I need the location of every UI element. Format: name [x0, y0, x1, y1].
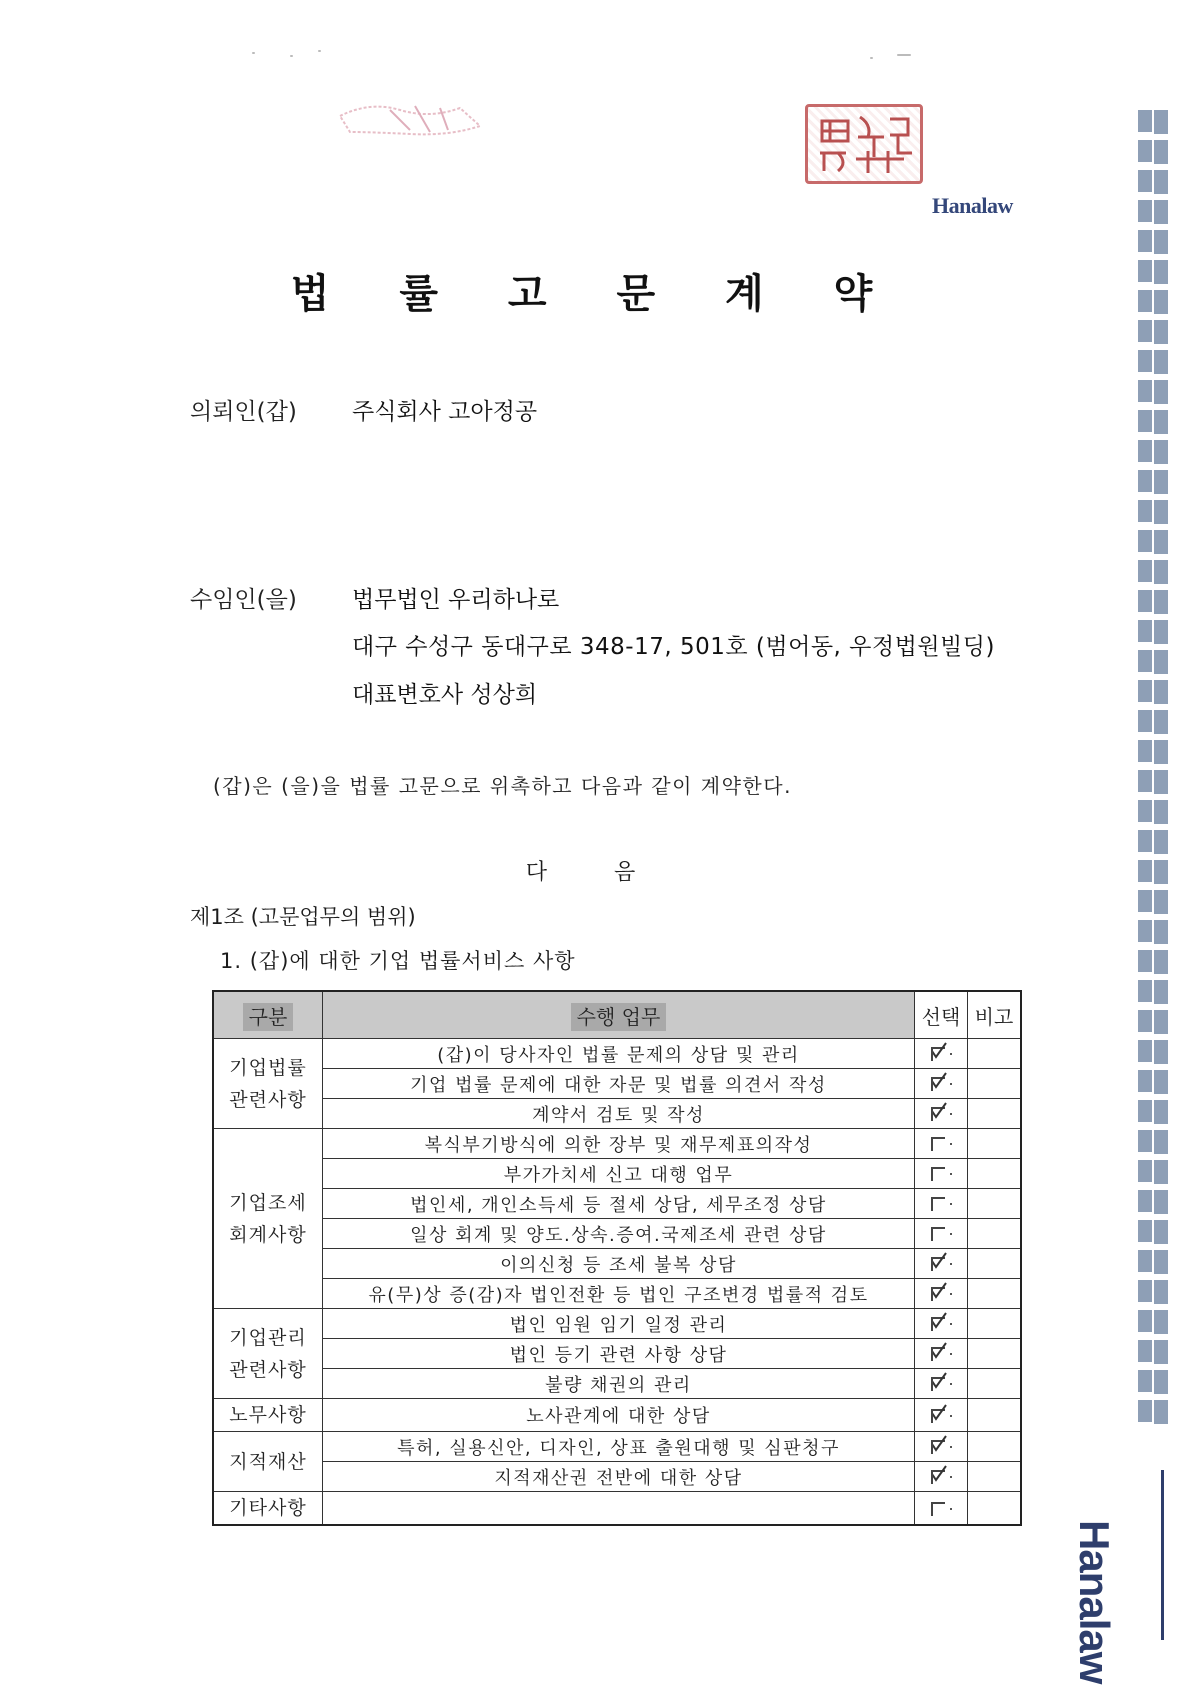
binding-mark [1138, 650, 1152, 672]
checkbox-dot [950, 1508, 952, 1510]
note-cell [968, 1309, 1022, 1339]
checkbox-checked[interactable] [931, 1077, 945, 1091]
checkbox-unchecked[interactable] [931, 1502, 945, 1516]
binding-mark [1154, 170, 1168, 194]
intro-sentence: (갑)은 (을)을 법률 고문으로 위촉하고 다음과 같이 계약한다. [213, 774, 792, 798]
task-cell: (갑)이 당사자인 법률 문제의 상담 및 관리 [323, 1039, 915, 1069]
note-cell [968, 1462, 1022, 1492]
checkbox-dot [950, 1233, 952, 1235]
checkbox-checked[interactable] [931, 1377, 945, 1391]
binding-mark [1154, 200, 1168, 224]
agent-representative: 대표변호사 성상희 [352, 682, 538, 708]
binding-mark [1138, 1370, 1152, 1392]
note-cell [968, 1129, 1022, 1159]
checkbox-dot [950, 1383, 952, 1385]
task-cell: 복식부기방식에 의한 장부 및 재무제표의작성 [323, 1129, 915, 1159]
task-cell: 일상 회계 및 양도.상속.증여.국제조세 관련 상담 [323, 1219, 915, 1249]
client-label: 의뢰인(갑) [190, 399, 297, 425]
binding-mark [1138, 410, 1152, 432]
binding-mark [1154, 410, 1168, 434]
binding-mark [1154, 140, 1168, 164]
select-cell [915, 1492, 968, 1526]
select-cell [915, 1339, 968, 1369]
binding-mark [1154, 320, 1168, 344]
category-cell [213, 1129, 323, 1309]
category-label: 회계사항 [229, 1223, 307, 1246]
binding-mark [1154, 800, 1168, 824]
binding-mark [1138, 1160, 1152, 1182]
table-row [213, 1279, 1021, 1309]
binding-mark [1138, 1040, 1152, 1062]
red-seal-stamp [805, 104, 923, 184]
binding-mark [1154, 980, 1168, 1004]
checkbox-checked[interactable] [931, 1409, 945, 1423]
binding-mark [1138, 860, 1152, 882]
task-cell [323, 1492, 915, 1526]
binding-mark [1138, 350, 1152, 372]
checkbox-checked[interactable] [931, 1287, 945, 1301]
select-cell [915, 1219, 968, 1249]
binding-mark [1154, 770, 1168, 794]
select-cell [915, 1039, 968, 1069]
table-row [213, 1339, 1021, 1369]
binding-mark [1138, 1130, 1152, 1152]
table-row [213, 1039, 1021, 1069]
task-cell: 계약서 검토 및 작성 [323, 1099, 915, 1129]
article-1-item-1: 1. (갑)에 대한 기업 법률서비스 사항 [220, 949, 576, 973]
binding-mark [1138, 920, 1152, 942]
binding-mark [1138, 380, 1152, 402]
binding-mark [1138, 740, 1152, 762]
header-select: 선택 [915, 991, 968, 1039]
table-row [213, 1099, 1021, 1129]
binding-mark [1154, 740, 1168, 764]
binding-mark [1154, 1400, 1168, 1424]
binding-mark [1154, 650, 1168, 674]
table-row [213, 1369, 1021, 1399]
table-row [213, 1249, 1021, 1279]
category-cell [213, 1039, 323, 1129]
checkbox-dot [950, 1113, 952, 1115]
category-label: 관련사항 [229, 1358, 307, 1381]
binding-mark [1138, 830, 1152, 852]
binding-mark [1154, 260, 1168, 284]
table-row [213, 1159, 1021, 1189]
category-cell [213, 1309, 323, 1399]
scan-specks [0, 0, 1191, 80]
table-row [213, 1309, 1021, 1339]
binding-mark [1138, 260, 1152, 282]
select-cell [915, 1189, 968, 1219]
binding-mark [1138, 890, 1152, 912]
checkbox-dot [950, 1476, 952, 1478]
binding-mark [1138, 1340, 1152, 1362]
header-task: 수행 업무 [323, 991, 915, 1039]
select-cell [915, 1249, 968, 1279]
checkbox-checked[interactable] [931, 1107, 945, 1121]
binding-mark [1138, 1070, 1152, 1092]
binding-mark [1154, 1340, 1168, 1364]
binding-mark [1154, 230, 1168, 254]
binding-mark [1154, 1070, 1168, 1094]
select-cell [915, 1129, 968, 1159]
select-cell [915, 1432, 968, 1462]
note-cell [968, 1339, 1022, 1369]
section-heading: 다 음 [525, 860, 666, 885]
checkbox-unchecked[interactable] [931, 1167, 945, 1181]
task-cell: 특허, 실용신안, 디자인, 상표 출원대행 및 심판청구 [323, 1432, 915, 1462]
note-cell [968, 1099, 1022, 1129]
table-row [213, 1492, 1021, 1526]
category-label: 지적재산 [229, 1450, 307, 1473]
binding-strip [1138, 110, 1168, 1430]
category-cell [213, 1399, 323, 1432]
select-cell [915, 1069, 968, 1099]
checkbox-dot [950, 1203, 952, 1205]
binding-mark [1138, 140, 1152, 162]
table-header-row [213, 991, 1021, 1039]
binding-mark [1138, 1400, 1152, 1422]
note-cell [968, 1039, 1022, 1069]
table-row [213, 1432, 1021, 1462]
binding-mark [1138, 530, 1152, 552]
binding-mark [1154, 290, 1168, 314]
select-cell [915, 1279, 968, 1309]
task-cell: 기업 법률 문제에 대한 자문 및 법률 의견서 작성 [323, 1069, 915, 1099]
binding-mark [1154, 350, 1168, 374]
binding-mark [1154, 1010, 1168, 1034]
article-1-heading: 제1조 (고문업무의 범위) [190, 905, 416, 929]
binding-mark [1138, 500, 1152, 522]
binding-mark [1138, 170, 1152, 192]
table-row [213, 1069, 1021, 1099]
note-cell [968, 1219, 1022, 1249]
category-label: 기업관리 [229, 1326, 307, 1349]
binding-mark [1154, 1100, 1168, 1124]
category-cell [213, 1492, 323, 1526]
binding-mark [1154, 440, 1168, 464]
task-cell: 불량 채권의 관리 [323, 1369, 915, 1399]
select-cell [915, 1159, 968, 1189]
binding-mark [1138, 230, 1152, 252]
checkbox-checked[interactable] [931, 1257, 945, 1271]
binding-mark [1154, 110, 1168, 134]
category-label: 노무사항 [229, 1404, 307, 1426]
note-cell [968, 1432, 1022, 1462]
checkbox-dot [950, 1293, 952, 1295]
task-cell: 노사관계에 대한 상담 [323, 1399, 915, 1432]
binding-mark [1138, 1190, 1152, 1212]
binding-mark [1154, 860, 1168, 884]
checkbox-checked[interactable] [931, 1440, 945, 1454]
checkbox-dot [950, 1053, 952, 1055]
category-label: 기타사항 [229, 1497, 307, 1519]
hanalaw-logo: Hanalaw [932, 193, 1013, 218]
faint-seal-stamp [330, 96, 490, 142]
table-row [213, 1462, 1021, 1492]
binding-mark [1154, 710, 1168, 734]
table-row [213, 1219, 1021, 1249]
checkbox-checked[interactable] [931, 1347, 945, 1361]
binding-mark [1154, 1370, 1168, 1394]
table-row [213, 1399, 1021, 1432]
binding-mark [1138, 620, 1152, 642]
binding-mark [1138, 950, 1152, 972]
checkbox-dot [950, 1083, 952, 1085]
checkbox-dot [950, 1263, 952, 1265]
binding-mark [1138, 470, 1152, 492]
binding-mark [1138, 290, 1152, 312]
binding-mark [1154, 680, 1168, 704]
select-cell [915, 1369, 968, 1399]
table-row [213, 1129, 1021, 1159]
category-label: 기업조세 [229, 1191, 307, 1214]
binding-mark [1154, 920, 1168, 944]
category-label: 기업법률 [229, 1056, 307, 1079]
document-title: 법 률 고 문 계 약 [290, 271, 901, 317]
binding-mark [1138, 1010, 1152, 1032]
binding-mark [1154, 1280, 1168, 1304]
binding-mark [1154, 380, 1168, 404]
note-cell [968, 1069, 1022, 1099]
note-cell [968, 1279, 1022, 1309]
checkbox-unchecked[interactable] [931, 1137, 945, 1151]
binding-mark [1154, 1250, 1168, 1274]
select-cell [915, 1309, 968, 1339]
binding-mark [1138, 980, 1152, 1002]
binding-mark [1154, 470, 1168, 494]
category-label: 관련사항 [229, 1088, 307, 1111]
task-cell: 법인 임원 임기 일정 관리 [323, 1309, 915, 1339]
binding-mark [1138, 1220, 1152, 1242]
task-cell: 유(무)상 증(감)자 법인전환 등 법인 구조변경 법률적 검토 [323, 1279, 915, 1309]
task-cell: 법인세, 개인소득세 등 절세 상담, 세무조정 상담 [323, 1189, 915, 1219]
note-cell [968, 1399, 1022, 1432]
checkbox-checked[interactable] [931, 1470, 945, 1484]
task-cell: 지적재산권 전반에 대한 상담 [323, 1462, 915, 1492]
task-cell: 부가가치세 신고 대행 업무 [323, 1159, 915, 1189]
side-brand-rule [1161, 1470, 1164, 1640]
binding-mark [1154, 830, 1168, 854]
select-cell [915, 1399, 968, 1432]
binding-mark [1138, 1100, 1152, 1122]
binding-mark [1154, 1190, 1168, 1214]
binding-mark [1138, 800, 1152, 822]
binding-mark [1138, 1280, 1152, 1302]
checkbox-dot [950, 1323, 952, 1325]
note-cell [968, 1492, 1022, 1526]
task-cell: 법인 등기 관련 사항 상담 [323, 1339, 915, 1369]
binding-mark [1154, 1160, 1168, 1184]
header-category: 구분 [213, 991, 323, 1039]
checkbox-dot [950, 1173, 952, 1175]
binding-mark [1138, 560, 1152, 582]
client-name: 주식회사 고아정공 [352, 399, 538, 425]
binding-mark [1154, 530, 1168, 554]
binding-mark [1154, 1220, 1168, 1244]
binding-mark [1154, 620, 1168, 644]
binding-mark [1138, 680, 1152, 702]
note-cell [968, 1249, 1022, 1279]
header-note: 비고 [968, 991, 1022, 1039]
binding-mark [1138, 590, 1152, 612]
binding-mark [1138, 1310, 1152, 1332]
checkbox-dot [950, 1353, 952, 1355]
agent-address: 대구 수성구 동대구로 348-17, 501호 (범어동, 우정법원빌딩) [352, 634, 995, 660]
note-cell [968, 1369, 1022, 1399]
select-cell [915, 1462, 968, 1492]
agent-label: 수임인(을) [190, 587, 297, 613]
binding-mark [1154, 950, 1168, 974]
binding-mark [1154, 1310, 1168, 1334]
checkbox-unchecked[interactable] [931, 1197, 945, 1211]
checkbox-unchecked[interactable] [931, 1227, 945, 1241]
checkbox-checked[interactable] [931, 1317, 945, 1331]
binding-mark [1138, 110, 1152, 132]
select-cell [915, 1099, 968, 1129]
service-scope-table [212, 990, 1022, 1526]
table-row [213, 1189, 1021, 1219]
binding-mark [1154, 1040, 1168, 1064]
binding-mark [1154, 890, 1168, 914]
binding-mark [1138, 1250, 1152, 1272]
binding-mark [1154, 560, 1168, 584]
checkbox-dot [950, 1143, 952, 1145]
agent-name: 법무법인 우리하나로 [352, 587, 560, 613]
binding-mark [1154, 1130, 1168, 1154]
binding-mark [1154, 590, 1168, 614]
binding-mark [1138, 200, 1152, 222]
note-cell [968, 1159, 1022, 1189]
task-cell: 이의신청 등 조세 불복 상담 [323, 1249, 915, 1279]
checkbox-dot [950, 1415, 952, 1417]
binding-mark [1138, 320, 1152, 342]
binding-mark [1138, 710, 1152, 732]
category-cell [213, 1432, 323, 1492]
binding-mark [1138, 770, 1152, 792]
binding-mark [1154, 500, 1168, 524]
side-hanalaw-logo: Hanalaw [1071, 1520, 1118, 1684]
checkbox-checked[interactable] [931, 1047, 945, 1061]
checkbox-dot [950, 1446, 952, 1448]
note-cell [968, 1189, 1022, 1219]
binding-mark [1138, 440, 1152, 462]
